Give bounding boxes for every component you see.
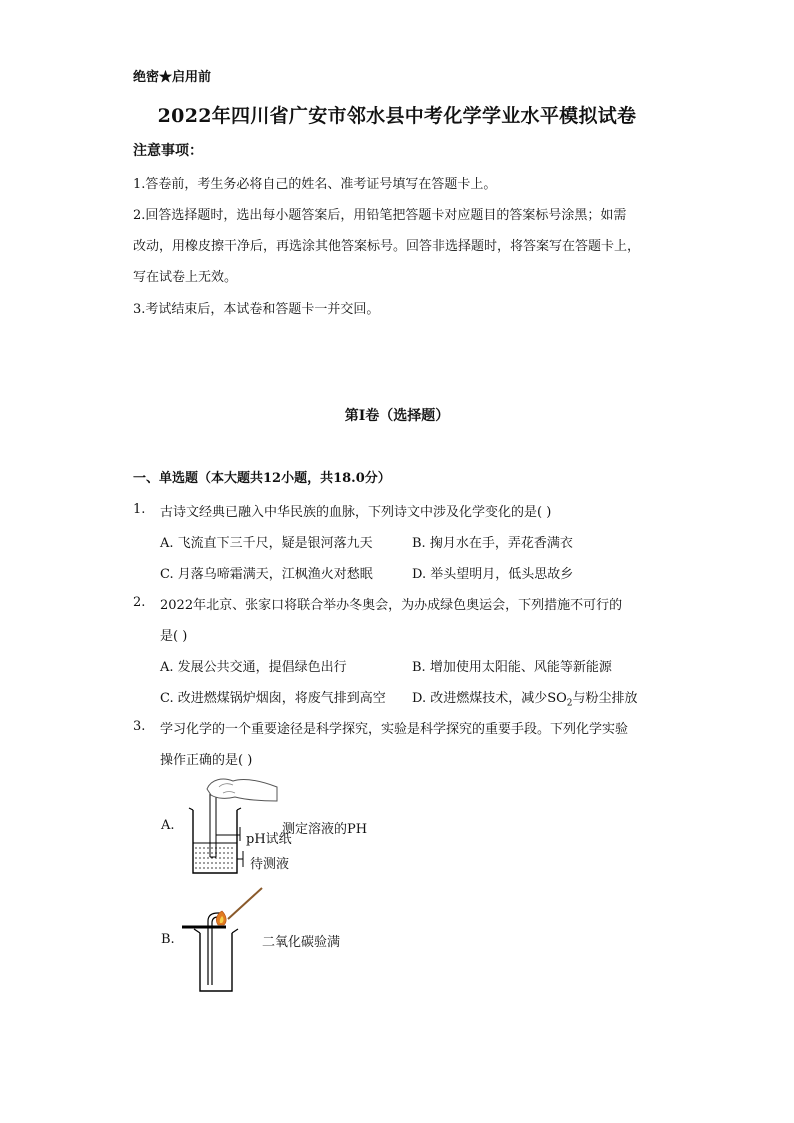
figure-b-caption: 二氧化碳验满 xyxy=(262,935,341,950)
question-2-number: 2. xyxy=(133,595,146,610)
section-title: 第I卷（选择题） xyxy=(344,408,450,424)
notice-item-2-line-2: 改动，用橡皮擦干净后，再选涂其他答案标号。回答非选择题时，将答案写在答题卡上， xyxy=(133,239,641,254)
question-1-option-b: B. 掬月水在手，弄花香满衣 xyxy=(412,536,573,551)
question-2-option-d xyxy=(412,687,638,709)
figure-a-ph-paper-label: pH试纸 xyxy=(246,832,292,847)
question-2-option-c: C. 改进燃煤锅炉烟囱，将废气排到高空 xyxy=(160,691,386,706)
question-2-stem-line-2: 是( ) xyxy=(160,629,188,644)
question-2-option-b: B. 增加使用太阳能、风能等新能源 xyxy=(412,660,612,675)
notice-item-2-line-3: 写在试卷上无效。 xyxy=(133,270,238,285)
secret-mark: 绝密★启用前 xyxy=(133,70,212,85)
question-1-number: 1. xyxy=(133,502,146,517)
figure-a-caption: 测定溶液的PH xyxy=(282,822,368,837)
figure-a-option-label: A. xyxy=(161,818,175,833)
question-3-stem-line-2: 操作正确的是( ) xyxy=(160,753,253,768)
part-heading: 一、单选题（本大题共12小题，共18.0分） xyxy=(133,471,391,486)
question-2-stem-line-1: 2022年北京、张家口将联合举办冬奥会，为办成绿色奥运会，下列措施不可行的 xyxy=(160,598,623,613)
question-3-number: 3. xyxy=(133,719,146,734)
question-1-option-d: D. 举头望明月，低头思故乡 xyxy=(412,567,574,582)
page-title: 2022年四川省广安市邻水县中考化学学业水平模拟试卷 xyxy=(157,105,637,127)
question-1-stem: 古诗文经典已融入中华民族的血脉，下列诗文中涉及化学变化的是( ) xyxy=(160,505,552,520)
question-3-stem-line-1: 学习化学的一个重要途径是科学探究，实验是科学探究的重要手段。下列化学实验 xyxy=(160,722,629,737)
question-2-option-d-subscript: 2 xyxy=(566,698,573,709)
figure-b-option-label: B. xyxy=(161,932,175,947)
question-1-option-c: C. 月落乌啼霜满天，江枫渔火对愁眠 xyxy=(160,567,373,582)
notice-item-2-line-1: 2.回答选择题时，选出每小题答案后，用铅笔把答题卡对应题目的答案标号涂黑；如需 xyxy=(133,208,627,223)
question-2-option-d-suffix: 与粉尘排放 xyxy=(572,691,638,706)
question-1-option-a: A. 飞流直下三千尺，疑是银河落九天 xyxy=(160,536,373,551)
question-2-option-a: A. 发展公共交通，提倡绿色出行 xyxy=(160,660,347,675)
notice-heading: 注意事项： xyxy=(133,143,203,159)
notice-item-3: 3.考试结束后，本试卷和答题卡一并交回。 xyxy=(133,302,380,317)
question-2-option-d-prefix: D. 改进燃煤技术，减少SO xyxy=(412,691,567,706)
figure-b-gas-bottle-diagram xyxy=(182,885,272,997)
figure-a-liquid-label: 待测液 xyxy=(250,857,290,872)
notice-item-1: 1.答卷前，考生务必将自己的姓名、准考证号填写在答题卡上。 xyxy=(133,177,497,192)
